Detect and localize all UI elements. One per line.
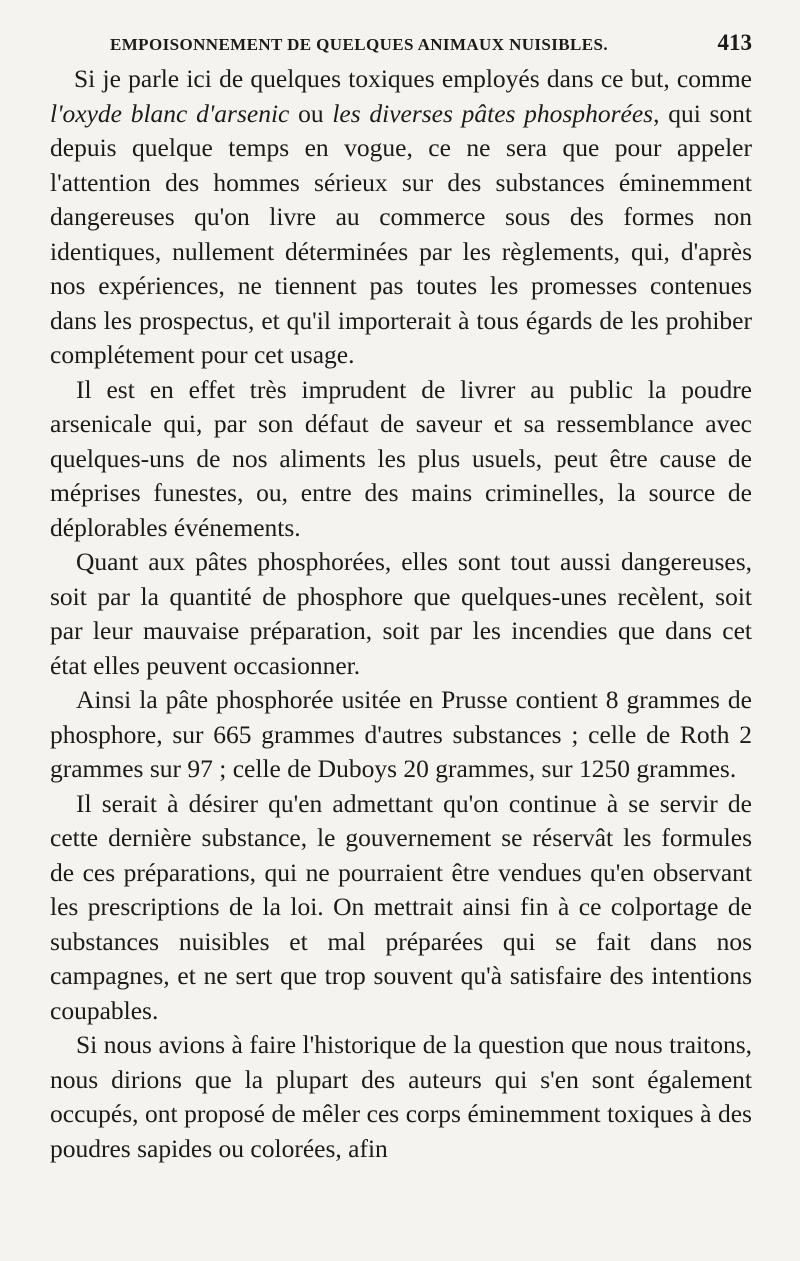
paragraph-6: Si nous avions à faire l'historique de la question que nous traitons, nous dirions que la plupart des auteurs qui s'en sont également occupés, ont proposé de mêler ces corps éminemment toxiques à des poudres sapides ou colorées, afin: [50, 1030, 752, 1163]
running-head: [50, 30, 752, 56]
page-number: 413: [717, 30, 752, 55]
paragraph-1-italic-pates: les diverses pâtes phosphorées: [332, 98, 654, 128]
paragraph-1-italic-arsenic: l'oxyde blanc d'arsenic: [50, 98, 290, 128]
paragraph-2: Il est en effet très imprudent de livrer au public la poudre arsenicale qui, par son défaut de saveur et sa ressemblance avec quelques-uns de nos aliments les plus usuels, peut être cause de méprises funestes, ou, entre des mains criminelles, la source de déplorables événements.: [50, 374, 752, 542]
running-title: EMPOISONNEMENT DE QUELQUES ANIMAUX NUISIBLES.: [110, 35, 609, 54]
paragraph-5: Il serait à désirer qu'en admettant qu'on continue à se servir de cette dernière substance, le gouvernement se réservât les formules de ces préparations, qui ne pourraient être vendues qu'en observant les prescriptions de la loi. On mettrait ainsi fin à ce colportage de substances nuisibles et mal préparées qui se fait dans nos campagnes, et ne sert que trop souvent qu'à satisfaire des intentions coupables.: [50, 788, 752, 1025]
paragraph-3: Quant aux pâtes phosphorées, elles sont tout aussi dangereuses, soit par la quantité de phosphore que quelques-unes recèlent, soit par leur mauvaise préparation, soit par les incendies que dans cet état elles peuvent occasionner.: [50, 547, 752, 680]
paragraph-1: [50, 62, 752, 373]
body-text: [50, 62, 752, 1166]
paragraph-1-text-2: ou: [289, 98, 333, 128]
paragraph-1-text-3: , qui sont depuis quelque temps en vogue, ce ne sera que pour appeler l'attention des hommes sérieux sur des substances éminemment dangereuses qu'on livre au commerce sous des formes non identiques, nullement déterminées par les règlements, qui, d'après nos expériences, ne tiennent pas toutes les promesses contenues dans les prospectus, et qu'il importerait à tous égards de les prohiber complétement pour cet usage.: [50, 98, 753, 369]
paragraph-1-text: Si je parle ici de quelques toxiques employés dans ce but, comme: [74, 64, 752, 93]
paragraph-4: Ainsi la pâte phosphorée usitée en Prusse contient 8 grammes de phosphore, sur 665 grammes d'autres substances ; celle de Roth 2 grammes sur 97 ; celle de Duboys 20 grammes, sur 1250 grammes.: [50, 685, 752, 783]
